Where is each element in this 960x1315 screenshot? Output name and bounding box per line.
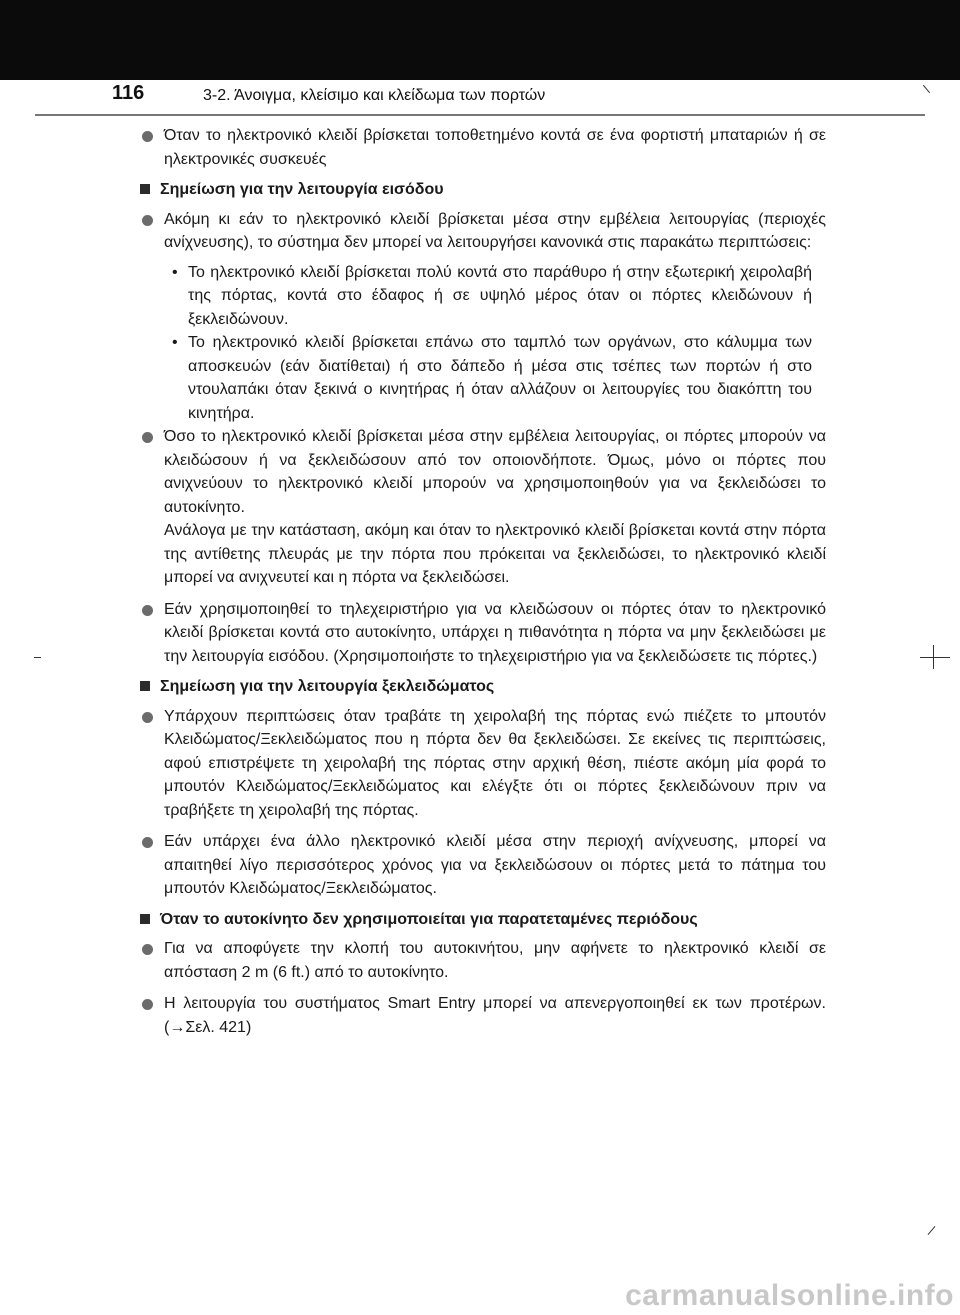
sub-item bbox=[164, 261, 812, 332]
list-item bbox=[140, 705, 826, 823]
content-body bbox=[140, 124, 826, 1039]
sub-item-text: Το ηλεκτρονικό κλειδί βρίσκεται πολύ κοντά στο παράθυρο ή στην εξωτερική χειρολαβή της πόρτας, κοντά στο έδαφος ή σε υψηλό μέρος όταν οι πόρτες κλειδώνουν ή ξεκλειδώνουν. bbox=[188, 263, 812, 328]
list-item bbox=[140, 425, 826, 590]
crop-mark-left bbox=[34, 657, 41, 658]
item-text: Εάν χρησιμοποιηθεί το τηλεχειριστήριο για να κλειδώσουν οι πόρτες όταν το ηλεκτρονικό κλειδί βρίσκεται κοντά στο αυτοκίνητο, υπάρχει η πιθανότητα η πόρτα να μην ξεκλειδώσει με την λειτουργία εισόδου. (Χρησιμοποιήστε το τηλεχειριστήριο για να ξεκλειδώσετε τις πόρτες.) bbox=[164, 600, 826, 665]
sub-item-text: Το ηλεκτρονικό κλειδί βρίσκεται επάνω στο ταμπλό των οργάνων, στο κάλυμμα των αποσκευών (εάν διατίθεται) ή στο δάπεδο ή μέσα στις τσέπες των πορτών ή στο ντουλαπάκι όταν ξεκινά ο κινητήρας ή όταν αλλάζουν οι λειτουργίες του διακόπτη του κινητήρα. bbox=[188, 334, 812, 422]
section-heading-entry bbox=[140, 178, 826, 202]
bullet-dot-icon bbox=[142, 944, 153, 955]
header-rule bbox=[35, 114, 925, 116]
bullet-dot-icon bbox=[142, 432, 153, 443]
item-text: Υπάρχουν περιπτώσεις όταν τραβάτε τη χειρολαβή της πόρτας ενώ πιέζετε το μπουτόν Κλειδώματος/Ξεκλειδώματος που η πόρτα δεν θα ξεκλειδώσει. Σε εκείνες τις περιπτώσεις, αφού επιστρέψετε τη χειρολαβή της πόρτας στην αρχική θέση, πιέστε ακόμη μία φορά το μπουτόν Κλειδώματος/Ξεκλειδώματος και ελέγξτε ότι οι πόρτες ξεκλειδώνουν πριν να τραβήξετε τη χειρολαβή της πόρτας. bbox=[164, 707, 826, 819]
item-text: Όσο το ηλεκτρονικό κλειδί βρίσκεται μέσα στην εμβέλεια λειτουργίας, οι πόρτες μπορούν να κλειδώσουν ή να ξεκλειδώσουν από τον οποιονδήποτε. Όμως, μόνο οι πόρτες που ανιχνεύουν το ηλεκτρονικό κλειδί μπορούν να χρησιμοποιηθούν για να ξεκλειδώσει το αυτοκίνητο. bbox=[164, 428, 826, 516]
item-text: Ακόμη κι εάν το ηλεκτρονικό κλειδί βρίσκεται μέσα στην εμβέλεια λειτουργίας (περιοχές ανίχνευσης), το σύστημα δεν μπορεί να λειτουργήσει κανονικά στις παρακάτω περιπτώσεις: bbox=[164, 210, 826, 251]
small-bullet-icon: • bbox=[172, 334, 178, 351]
list-item bbox=[140, 992, 826, 1039]
heading-text: Σημείωση για την λειτουργία ξεκλειδώματος bbox=[160, 678, 495, 695]
sub-item bbox=[164, 331, 812, 425]
list-item bbox=[140, 830, 826, 901]
heading-text: Σημείωση για την λειτουργία εισόδου bbox=[160, 181, 444, 198]
item-text: Όταν το ηλεκτρονικό κλειδί βρίσκεται τοποθετημένο κοντά σε ένα φορτιστή μπαταριών ή σε ηλεκτρονικές συσκευές bbox=[164, 127, 826, 168]
section-heading-unused bbox=[140, 908, 826, 932]
page-number: 116 bbox=[112, 82, 145, 104]
heading-text: Όταν το αυτοκίνητο δεν χρησιμοποιείται για παρατεταμένες περιόδους bbox=[160, 910, 698, 928]
crop-mark-top-right bbox=[923, 85, 930, 93]
small-bullet-icon: • bbox=[172, 263, 178, 281]
bullet-dot-icon bbox=[142, 215, 153, 226]
item-text: Για να αποφύγετε την κλοπή του αυτοκινήτου, μην αφήνετε το ηλεκτρονικό κλειδί σε απόσταση 2 m (6 ft.) από το αυτοκίνητο. bbox=[164, 940, 826, 981]
item-text: Η λειτουργία του συστήματος Smart Entry μπορεί να απενεργοποιηθεί εκ των προτέρων. (→Σελ. 421) bbox=[164, 995, 826, 1036]
sub-list bbox=[140, 261, 826, 426]
square-bullet-icon bbox=[140, 914, 150, 924]
square-bullet-icon bbox=[140, 681, 150, 691]
crop-mark-bottom-right bbox=[928, 1226, 936, 1235]
bullet-dot-icon bbox=[142, 712, 153, 723]
bullet-dot-icon bbox=[142, 131, 153, 142]
bullet-dot-icon bbox=[142, 837, 153, 848]
crop-mark-right-h bbox=[920, 657, 950, 658]
top-dark-band bbox=[0, 0, 960, 80]
list-item bbox=[140, 598, 826, 669]
crop-mark-right-v bbox=[933, 645, 934, 669]
list-item bbox=[140, 124, 826, 171]
item-text-second-paragraph: Ανάλογα με την κατάσταση, ακόμη και όταν το ηλεκτρονικό κλειδί βρίσκεται κοντά στην πόρτα της αντίθετης πλευράς με την πόρτα που πρόκειται να ξεκλειδώσει, το ηλεκτρονικό κλειδί μπορεί να ανιχνευτεί και η πόρτα να ξεκλειδώσει. bbox=[164, 522, 826, 586]
section-heading-unlock bbox=[140, 675, 826, 699]
watermark-text[interactable]: carmanualsonline.info bbox=[625, 1279, 954, 1312]
bullet-dot-icon bbox=[142, 999, 153, 1010]
list-item bbox=[140, 208, 826, 255]
bullet-dot-icon bbox=[142, 605, 153, 616]
section-title: 3-2. Άνοιγμα, κλείσιμο και κλείδωμα των πορτών bbox=[203, 87, 546, 104]
square-bullet-icon bbox=[140, 184, 150, 194]
list-item bbox=[140, 937, 826, 984]
item-text: Εάν υπάρχει ένα άλλο ηλεκτρονικό κλειδί μέσα στην περιοχή ανίχνευσης, μπορεί να απαιτηθεί λίγο περισσότερος χρόνος για να ξεκλειδώσουν οι πόρτες μετά το πάτημα του μπουτόν Κλειδώματος/Ξεκλειδώματος. bbox=[164, 833, 826, 897]
